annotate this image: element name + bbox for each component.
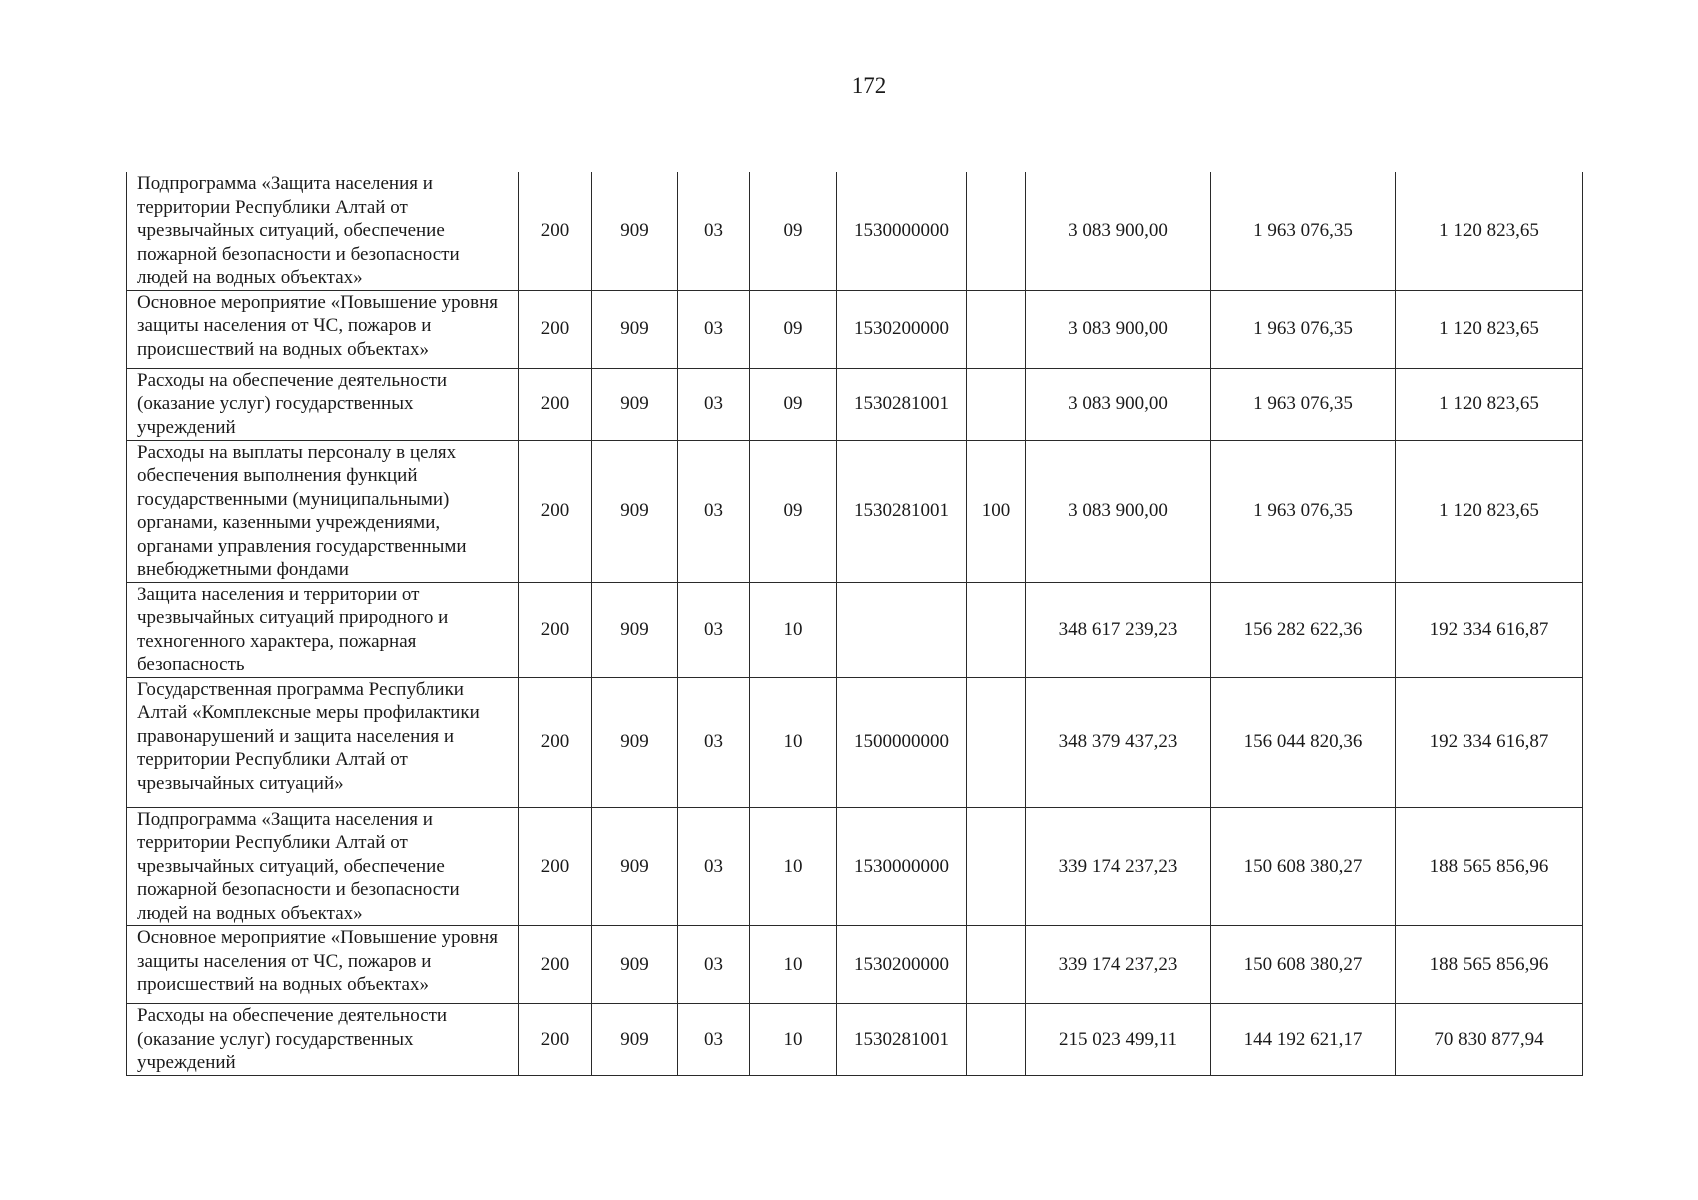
amount-2-cell: 1 963 076,35 xyxy=(1211,172,1396,290)
grbs-cell: 909 xyxy=(592,172,678,290)
table-row xyxy=(127,440,1583,582)
csr-cell: 1530200000 xyxy=(837,926,967,1004)
vr-cell xyxy=(967,290,1026,368)
row-name: Основное мероприятие «Повышение уровня защиты населения от ЧС, пожаров и происшествий на водных объектах» xyxy=(127,290,519,368)
rz-cell: 03 xyxy=(678,1004,750,1076)
csr-cell: 1530000000 xyxy=(837,172,967,290)
table-row xyxy=(127,807,1583,926)
pr-cell: 09 xyxy=(750,440,837,582)
row-name: Расходы на обеспечение деятельности (оказание услуг) государственных учреждений xyxy=(127,1004,519,1076)
amount-3-cell: 1 120 823,65 xyxy=(1396,172,1583,290)
amount-2-cell: 1 963 076,35 xyxy=(1211,440,1396,582)
vr-cell xyxy=(967,368,1026,440)
grbs-cell: 909 xyxy=(592,582,678,677)
row-name: Основное мероприятие «Повышение уровня защиты населения от ЧС, пожаров и происшествий на водных объектах» xyxy=(127,926,519,1004)
csr-cell: 1500000000 xyxy=(837,677,967,807)
pr-cell: 10 xyxy=(750,1004,837,1076)
pr-cell: 09 xyxy=(750,290,837,368)
amount-3-cell: 1 120 823,65 xyxy=(1396,440,1583,582)
row-name: Государственная программа Республики Алтай «Комплексные меры профилактики правонарушений и защита населения и территории Республики Алтай от чрезвычайных ситуаций» xyxy=(127,677,519,807)
vr-cell xyxy=(967,1004,1026,1076)
rz-cell: 03 xyxy=(678,926,750,1004)
rz-cell: 03 xyxy=(678,807,750,926)
vr-cell xyxy=(967,807,1026,926)
row-name: Расходы на обеспечение деятельности (оказание услуг) государственных учреждений xyxy=(127,368,519,440)
amount-2-cell: 1 963 076,35 xyxy=(1211,290,1396,368)
rz-cell: 03 xyxy=(678,368,750,440)
vr-cell xyxy=(967,582,1026,677)
amount-1-cell: 3 083 900,00 xyxy=(1026,368,1211,440)
amount-1-cell: 339 174 237,23 xyxy=(1026,926,1211,1004)
rz-cell: 03 xyxy=(678,677,750,807)
grbs-cell: 909 xyxy=(592,1004,678,1076)
code-cell: 200 xyxy=(519,582,592,677)
amount-1-cell: 348 379 437,23 xyxy=(1026,677,1211,807)
table-row xyxy=(127,582,1583,677)
row-name: Расходы на выплаты персоналу в целях обеспечения выполнения функций государственными (муниципальными) органами, казенными учреждениями, органами управления государственными внебюджетными фондами xyxy=(127,440,519,582)
row-name: Подпрограмма «Защита населения и территории Республики Алтай от чрезвычайных ситуаций, обеспечение пожарной безопасности и безопасности людей на водных объектах» xyxy=(127,172,519,290)
table-row xyxy=(127,677,1583,807)
amount-1-cell: 348 617 239,23 xyxy=(1026,582,1211,677)
amount-3-cell: 192 334 616,87 xyxy=(1396,677,1583,807)
amount-1-cell: 3 083 900,00 xyxy=(1026,290,1211,368)
amount-2-cell: 156 282 622,36 xyxy=(1211,582,1396,677)
amount-3-cell: 192 334 616,87 xyxy=(1396,582,1583,677)
csr-cell: 1530281001 xyxy=(837,1004,967,1076)
amount-3-cell: 1 120 823,65 xyxy=(1396,290,1583,368)
row-name: Подпрограмма «Защита населения и территории Республики Алтай от чрезвычайных ситуаций, обеспечение пожарной безопасности и безопасности людей на водных объектах» xyxy=(127,807,519,926)
amount-1-cell: 3 083 900,00 xyxy=(1026,440,1211,582)
amount-1-cell: 339 174 237,23 xyxy=(1026,807,1211,926)
amount-2-cell: 150 608 380,27 xyxy=(1211,926,1396,1004)
amount-2-cell: 1 963 076,35 xyxy=(1211,368,1396,440)
rz-cell: 03 xyxy=(678,440,750,582)
table-row xyxy=(127,172,1583,290)
grbs-cell: 909 xyxy=(592,677,678,807)
row-name: Защита населения и территории от чрезвычайных ситуаций природного и техногенного характера, пожарная безопасность xyxy=(127,582,519,677)
code-cell: 200 xyxy=(519,677,592,807)
amount-2-cell: 150 608 380,27 xyxy=(1211,807,1396,926)
budget-table xyxy=(126,172,1583,1076)
pr-cell: 09 xyxy=(750,368,837,440)
csr-cell: 1530281001 xyxy=(837,368,967,440)
amount-3-cell: 70 830 877,94 xyxy=(1396,1004,1583,1076)
vr-cell xyxy=(967,926,1026,1004)
csr-cell xyxy=(837,582,967,677)
vr-cell xyxy=(967,172,1026,290)
pr-cell: 10 xyxy=(750,807,837,926)
code-cell: 200 xyxy=(519,172,592,290)
vr-cell xyxy=(967,677,1026,807)
rz-cell: 03 xyxy=(678,290,750,368)
table-row xyxy=(127,1004,1583,1076)
grbs-cell: 909 xyxy=(592,926,678,1004)
amount-2-cell: 144 192 621,17 xyxy=(1211,1004,1396,1076)
amount-2-cell: 156 044 820,36 xyxy=(1211,677,1396,807)
code-cell: 200 xyxy=(519,926,592,1004)
page-number: 172 xyxy=(851,73,887,98)
amount-3-cell: 1 120 823,65 xyxy=(1396,368,1583,440)
budget-table-body xyxy=(127,172,1583,1076)
csr-cell: 1530281001 xyxy=(837,440,967,582)
code-cell: 200 xyxy=(519,1004,592,1076)
rz-cell: 03 xyxy=(678,172,750,290)
pr-cell: 10 xyxy=(750,677,837,807)
code-cell: 200 xyxy=(519,440,592,582)
code-cell: 200 xyxy=(519,368,592,440)
code-cell: 200 xyxy=(519,290,592,368)
pr-cell: 10 xyxy=(750,582,837,677)
rz-cell: 03 xyxy=(678,582,750,677)
table-row xyxy=(127,290,1583,368)
amount-1-cell: 3 083 900,00 xyxy=(1026,172,1211,290)
amount-3-cell: 188 565 856,96 xyxy=(1396,807,1583,926)
grbs-cell: 909 xyxy=(592,290,678,368)
csr-cell: 1530000000 xyxy=(837,807,967,926)
table-row xyxy=(127,368,1583,440)
pr-cell: 09 xyxy=(750,172,837,290)
grbs-cell: 909 xyxy=(592,368,678,440)
csr-cell: 1530200000 xyxy=(837,290,967,368)
vr-cell: 100 xyxy=(967,440,1026,582)
code-cell: 200 xyxy=(519,807,592,926)
amount-1-cell: 215 023 499,11 xyxy=(1026,1004,1211,1076)
pr-cell: 10 xyxy=(750,926,837,1004)
table-row xyxy=(127,926,1583,1004)
grbs-cell: 909 xyxy=(592,440,678,582)
grbs-cell: 909 xyxy=(592,807,678,926)
amount-3-cell: 188 565 856,96 xyxy=(1396,926,1583,1004)
